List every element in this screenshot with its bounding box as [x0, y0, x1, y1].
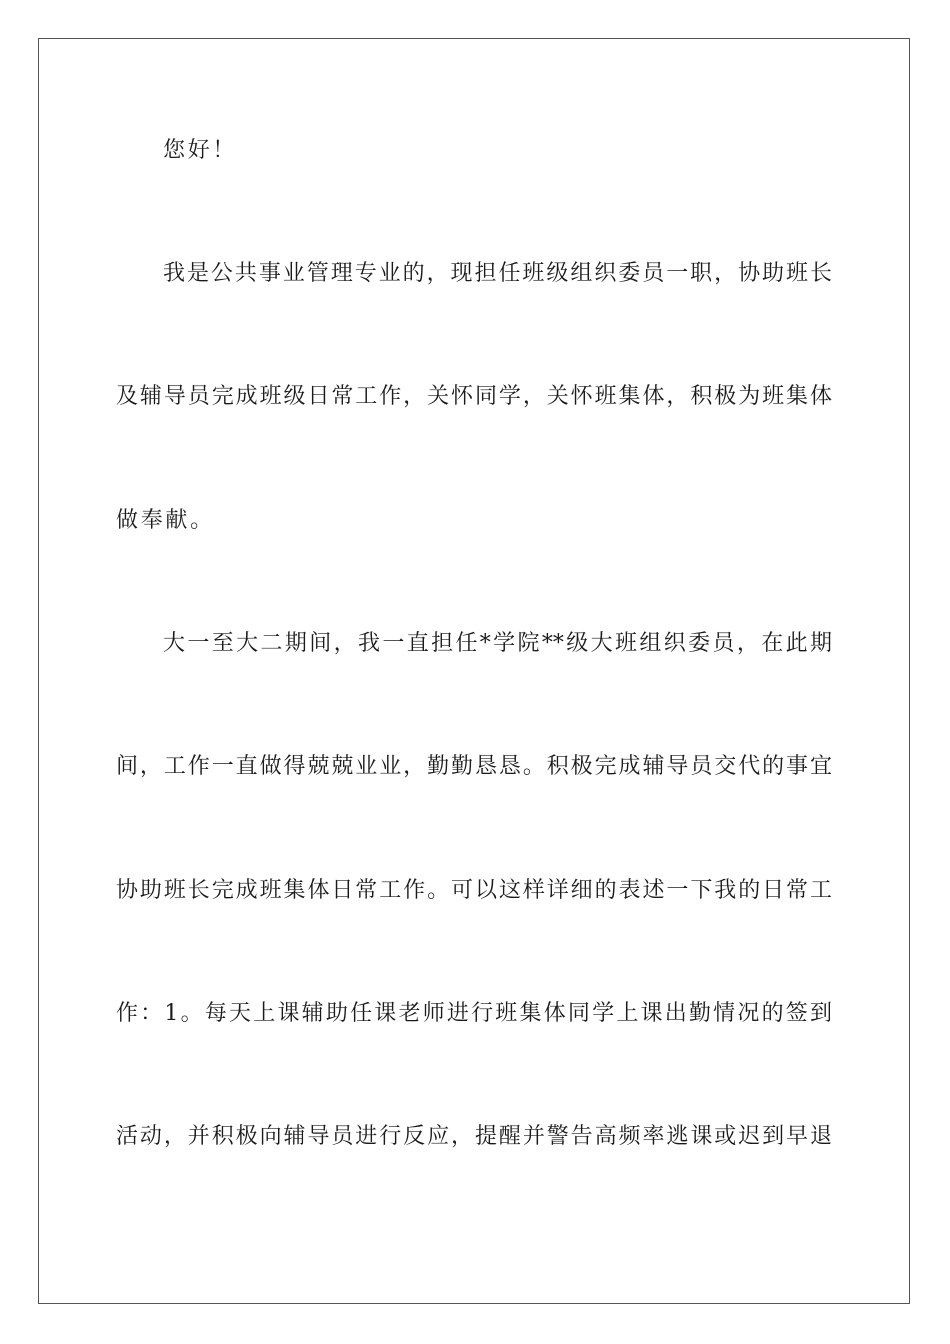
page-border [38, 38, 910, 1304]
paragraph-2-line-3: 协助班长完成班集体日常工作。可以这样详细的表述一下我的日常工 [116, 878, 832, 903]
paragraph-1-line-3: 做奉献。 [116, 508, 215, 533]
greeting-line: 您好！ [163, 138, 238, 163]
paragraph-2-line-5: 活动，并积极向辅导员进行反应，提醒并警告高频率逃课或迟到早退 [116, 1124, 832, 1149]
paragraph-2-line-4: 作：1。每天上课辅助任课老师进行班集体同学上课出勤情况的签到 [116, 1001, 832, 1026]
paragraph-2-line-2: 间，工作一直做得兢兢业业，勤勤恳恳。积极完成辅导员交代的事宜 [116, 754, 832, 779]
paragraph-2-line-1: 大一至大二期间，我一直担任*学院**级大班组织委员，在此期 [163, 631, 832, 656]
paragraph-1-line-2: 及辅导员完成班级日常工作，关怀同学，关怀班集体，积极为班集体 [116, 384, 832, 409]
paragraph-1-line-1: 我是公共事业管理专业的，现担任班级组织委员一职，协助班长 [163, 261, 832, 286]
